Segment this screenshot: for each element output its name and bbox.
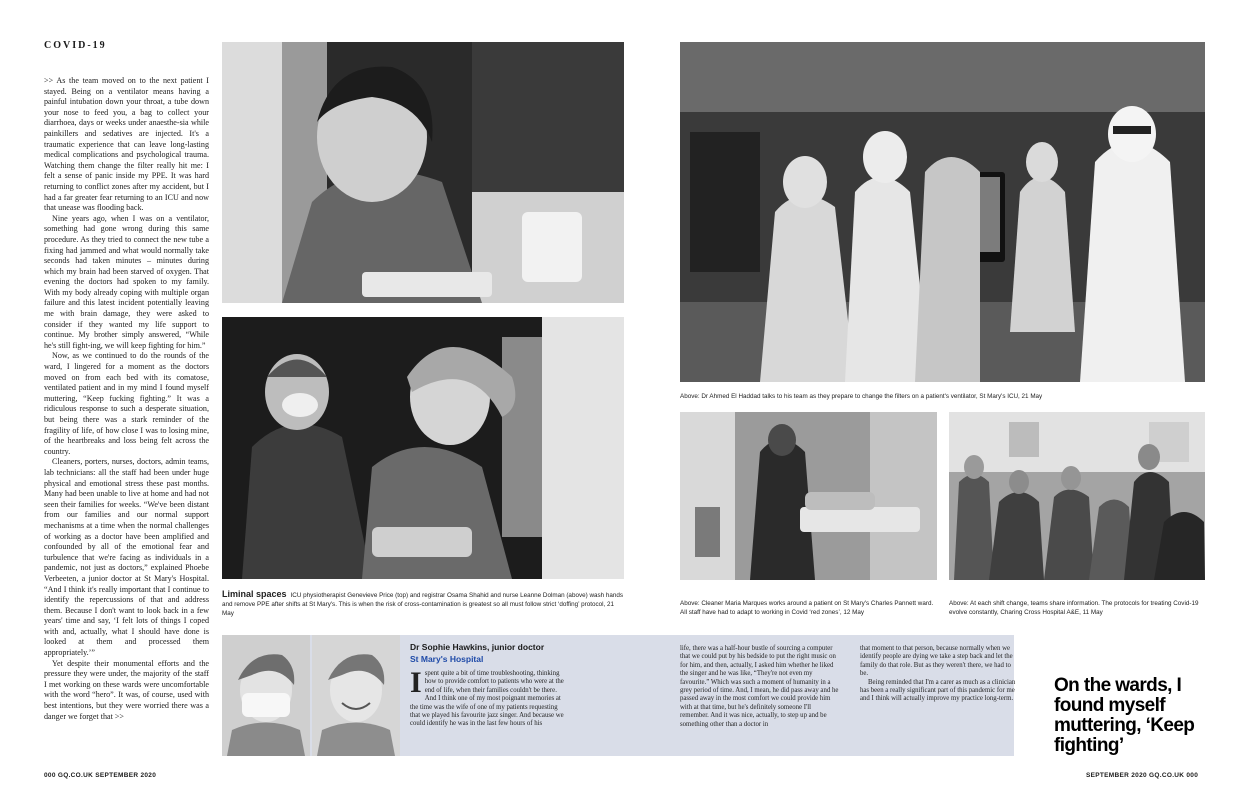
profile-place: St Mary's Hospital xyxy=(410,654,484,664)
section-label: COVID-19 xyxy=(44,40,107,51)
body-paragraph: Yet despite their monumental efforts and the pressure they were under, the majority of the staff I met working on these wards were uncomfortable with the word “hero”. It was, of course, used with best intentions, but they were worried there was a danger we forget that >> xyxy=(44,658,209,721)
caption-icu-team: Above: Dr Ahmed El Haddad talks to his team as they prepare to change the filters on a patient's ventilator, St Mary's ICU, 21 May xyxy=(680,393,1043,400)
photo-registrar-and-nurse xyxy=(222,317,624,579)
photo-icu-team xyxy=(680,42,1205,382)
portrait-smiling xyxy=(312,635,400,756)
body-paragraph: Cleaners, porters, nurses, doctors, admin teams, lab technicians: all the staff had been under huge physical and emotional stress these past months. Many had been unable to live at home and had not seen their families for weeks. “We've been distant from our families and our normal support mechanisms at a time when the normal challenges of working as a doctor have been amplified and confounded by all of the emotional fear and turbulence that we're facing as individuals in a pandemic, not just as doctors,” explained Phoebe Verbeeten, a junior doctor at St Mary's Hospital. “And I think it's really important that I continue to identify the repercussions of that and address them. Because I don't want to look back in a few years' time and say, ‘I felt lots of things I coped with and, actually, what I should have done is looked at them and processed them appropriately.’” xyxy=(44,457,209,658)
footer-left: 000 GQ.CO.UK SEPTEMBER 2020 xyxy=(44,772,157,779)
profile-column-3: that moment to that person, because normally when we identify people are dying we take a step back and let the family do that role. But as they weren't there, we had to be. Being reminded that I'm a carer as much as a clinician has been a really significant part of this pandemic for me and I think will actually improve my practice long-term. xyxy=(860,645,1016,703)
caption-cleaner: Above: Cleaner Maria Marques works around a patient on St Mary's Charles Pannett ward. All staff have had to adapt to working in Covid ‘red zones’, 12 May xyxy=(680,600,934,616)
article-body xyxy=(44,76,209,722)
portrait-masked xyxy=(222,635,310,756)
drop-cap: I xyxy=(410,666,422,699)
pull-quote: On the wards, I found myself muttering, ‘Keep fighting’ xyxy=(1054,675,1195,756)
profile-column-1: Ispent quite a bit of time troubleshooting, thinking how to provide comfort to patients who were at the end of life, when their families couldn't be there. And I think one of my most poignant memories at the time was the wife of one of my patients requesting that we played his favourite jazz singer. And because we could identify he was in the last few hours of his xyxy=(410,666,564,728)
caption-text: ICU physiotherapist Genevieve Price (top) and registrar Osama Shahid and nurse Leanne Dolman (above) wash hands and remove PPE after shifts at St Mary's. This is when the risk of cross-contamination is greatest so all must follow strict ‘doffing’ protocol, 21 May xyxy=(222,592,624,617)
body-paragraph: Nine years ago, when I was on a ventilator, something had gone wrong during this same procedure. As they tried to connect the new tube a fixing had jammed and what would normally take seconds had taken minutes – minutes during which my brain had been starved of oxygen. That evening the doctors had spoken to my family. With my body already coping with multiple organ failure and this latest incident potentially leaving me with brain damage, they were asked to consider if they wanted my life support to continue. My brother simply answered, “While he's still fight-ing, we will keep fighting for him.” xyxy=(44,213,209,350)
footer-right: SEPTEMBER 2020 GQ.CO.UK 000 xyxy=(1086,772,1199,779)
body-paragraph: Now, as we continued to do the rounds of the ward, I lingered for a moment as the doctors moved on from each bed with its comatose, ventilated patient and in my mind I found myself muttering, “Keep fucking fighting.” It was a ridiculous response to such a desperate situation, but being there was a stark reminder of the fragility of life, of how close I was to losing mine, of the heartbreaks and loss being felt across the country. xyxy=(44,351,209,456)
photo-physiotherapist-washing-hands xyxy=(222,42,624,303)
photo-cleaner-on-ward xyxy=(680,412,937,580)
profile-name: Dr Sophie Hawkins, junior doctor xyxy=(410,642,545,652)
caption-heading: Liminal spaces xyxy=(222,589,287,599)
body-paragraph: >> As the team moved on to the next patient I stayed. Being on a ventilator means having a painful intubation down your throat, a tube down your nose to feed you, a bag to collect your diarrhoea, days or weeks under anaesthe-sia while painkillers and sedatives are injected. It's a traumatic experience that can leave long-lasting medical complications and psychological trauma. Watching them change the filter really hit me: I felt a sense of panic inside my PPE. It was hard returning to conflict zones after my accident, but I had a far greater fear returning to an ICU and now that unease was flooding back. xyxy=(44,76,209,213)
photo-shift-change-briefing xyxy=(949,412,1205,580)
caption-liminal-spaces xyxy=(222,590,624,618)
caption-shift-change: Above: At each shift change, teams share information. The protocols for treating Covid-19 evolve constantly, Charing Cross Hospital A&E, 11 May xyxy=(949,600,1199,616)
profile-column-2: life, there was a half-hour bustle of sourcing a computer that we could put by his bedside to put the right music on for him, and then, actually, I asked him whether he liked the singer and he was like, “They're not even my favourite.” Which was such a moment of humanity in a grey period of time. And, I mean, he did pass away and he passed away in the most comfort we could provide him with at that time, but he's definitely someone I'll remember. And it was nice, actually, to step up and be something other than a doctor in xyxy=(680,645,839,728)
